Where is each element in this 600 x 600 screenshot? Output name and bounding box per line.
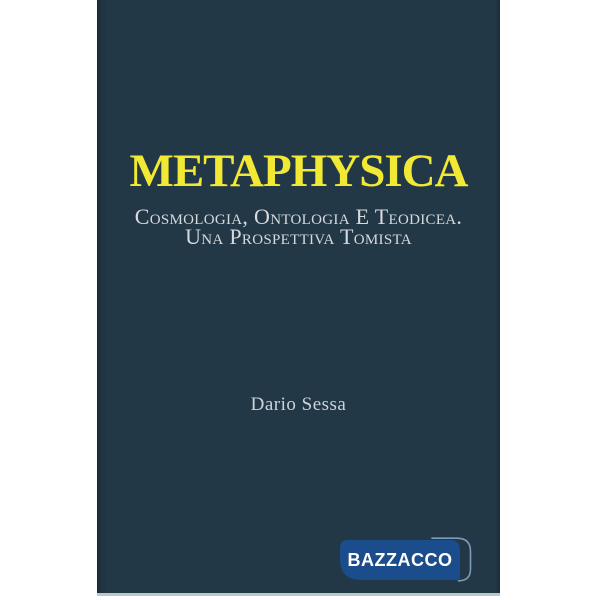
book-cover: [97, 0, 500, 596]
author-name: Dario Sessa: [250, 394, 347, 415]
book-subtitle-line-1: Cosmologia, Ontologia E Teodicea.: [134, 204, 463, 229]
book-subtitle: [97, 204, 500, 249]
book-title: METAPHYSICA: [129, 145, 468, 197]
publisher-logo: [338, 537, 473, 583]
book-subtitle-line-2: Una Prospettiva Tomista: [185, 224, 412, 249]
publisher-name: BAZZACCO: [347, 549, 453, 570]
